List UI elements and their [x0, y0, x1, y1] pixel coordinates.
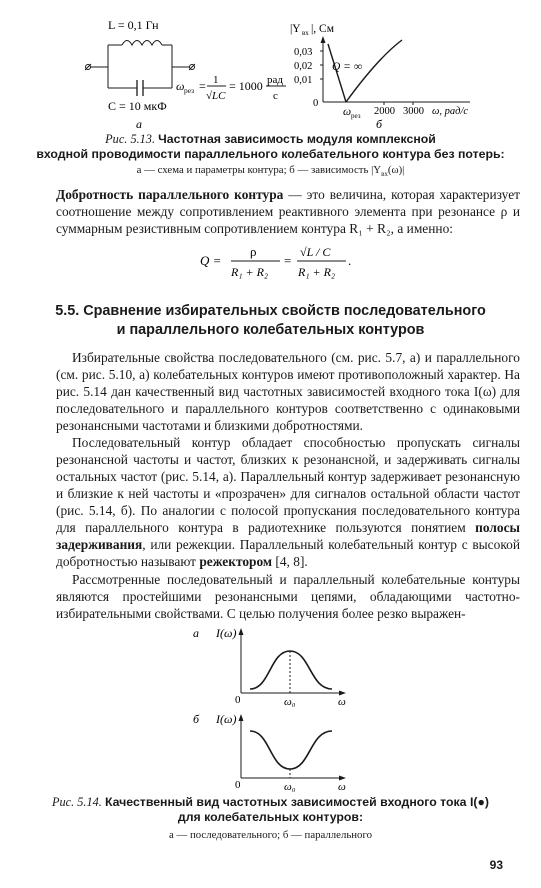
- w0-b: ω₀: [284, 781, 296, 793]
- formula-den: √LC: [206, 90, 226, 102]
- y-arrow-b: [239, 714, 244, 721]
- ytick: 0,02: [294, 61, 313, 72]
- caption-title-line-1: Частотная зависимость модуля комплексной: [158, 132, 436, 146]
- paragraph-selectivity: Избирательные свойства последовательного (см. рис. 5.7, а) и параллельного (см. рис. 5.10, а) колебательных контуров имеют противоположный характер. На рис. 5.14 дан качественный вид частотных зависимостей входного тока I(ω) для последовательного и параллельного контуров соответственно с одинаковыми резонансными частотами и близкими добротностями.: [56, 350, 520, 433]
- term-rejector: режектором: [199, 554, 273, 569]
- panel-label-b: б: [193, 712, 200, 726]
- annotation-q-infinity: Q = ∞: [332, 61, 363, 73]
- zero-a: 0: [235, 694, 241, 706]
- x-arrow-b: [339, 776, 346, 781]
- panel-label-a: а: [136, 117, 142, 130]
- figure-5-13: [60, 18, 490, 130]
- section-heading: 5.5. Сравнение избирательных свойств последовательного и параллельного колебательных контуров: [55, 303, 486, 338]
- formula-unit-den: с: [273, 90, 278, 102]
- formula-omega: ω: [176, 79, 185, 93]
- capacitor-label: C = 10 мкФ: [108, 99, 167, 113]
- xtick: 2000: [374, 106, 395, 117]
- term-q-parallel: Добротность параллельного контура: [56, 187, 284, 202]
- formula-rho: ρ: [250, 244, 257, 259]
- x-arrow-a: [339, 691, 346, 696]
- xlabel-omega-res-sub: рез: [351, 112, 361, 120]
- figure-5-14: [190, 623, 360, 819]
- ytick-zero: 0: [313, 98, 319, 109]
- paragraph-series-vs-parallel: Последовательный контур обладает способностью пропускать сигналы резонансной частоты и частот, близких к резонансной, и задерживать сигналы остальных частот (рис. 5.14, а). Параллельный контур задерживает резонансную и близкие к ней частоты и «прозрачен» для сигналов остальной области частот (рис. 5.14, б). По аналогии с полосой пропускания последовательного контура для параллельного контура в радиотехнике пользуются понятием полосы задерживания, или режекции. Параллельный колебательный контур с высокой добротностью называют режектором [4, 8].: [56, 435, 520, 569]
- w0-a: ω₀: [284, 696, 296, 708]
- formula-sqrt: √L / C: [300, 245, 331, 259]
- formula-unit-num: рад: [267, 74, 283, 86]
- formula-value: = 1000: [229, 79, 263, 93]
- formula-num: 1: [213, 74, 219, 86]
- ytick: 0,03: [294, 47, 313, 58]
- term-stopband: полосы задерживания: [56, 520, 520, 552]
- formula-eq: =: [284, 253, 292, 268]
- xtick: 3000: [403, 106, 424, 117]
- paragraph-q-definition: Добротность параллельного контура — это величина, которая характеризует соотношение между сопротивлением реактивного элемента при резонансе ρ и суммарным резистивным сопротивлением контура R₁ + R₂, а именно:: [56, 187, 520, 236]
- ylabel-b: I(ω): [216, 712, 237, 726]
- x-label-a: ω: [338, 696, 346, 708]
- figure-5-13-caption: [0, 132, 541, 162]
- y-arrow-a: [239, 628, 244, 635]
- formula-q: [200, 240, 360, 282]
- formula-omega-sub: рез: [184, 86, 195, 95]
- formula-q-lhs: Q =: [200, 253, 222, 268]
- paragraph-conclusion: Рассмотренные последовательный и параллельный колебательные контуры являются простейшими резонансными цепями, обладающими частотно-избирательными свойствами. С целью получения более резко выражен-: [56, 572, 520, 621]
- curve-series: [250, 651, 332, 689]
- inductor-label: L = 0,1 Гн: [108, 18, 159, 32]
- caption-title-line-1: Качественный вид частотных зависимостей входного тока I(●): [104, 795, 489, 809]
- page-number: 93: [489, 858, 503, 872]
- formula-eq: =: [199, 79, 206, 93]
- graph-xlabel: ω, рад/с: [432, 106, 469, 117]
- caption-title-line-2: входной проводимости параллельного колебательного контура без потерь:: [36, 147, 505, 161]
- ytick: 0,01: [294, 75, 313, 86]
- zero-b: 0: [235, 779, 241, 791]
- xlabel-omega-res: ω: [343, 106, 352, 118]
- x-label-b: ω: [338, 781, 346, 793]
- panel-label-b: б: [376, 117, 383, 130]
- curve-parallel: [250, 731, 332, 769]
- figure-5-14-subcaption: а — последовательного; б — параллельного: [168, 829, 373, 841]
- figure-5-13-subcaption: а — схема и параметры контура; б — зависимость $|Y_{вх}(\omega)|$: [136, 164, 405, 179]
- formula-period: .: [348, 253, 352, 268]
- graph-ylabel-end: |, См: [311, 23, 334, 35]
- formula-den-2: R₁ + R₂: [298, 265, 336, 279]
- formula-den-1: R₁ + R₂: [231, 265, 269, 279]
- caption-title-line-2: для колебательных контуров:: [177, 810, 364, 824]
- y-axis-arrow: [321, 36, 326, 43]
- graph-ylabel: |Y: [290, 23, 301, 35]
- graph-ylabel-sub: вх: [302, 29, 309, 37]
- caption-label: Рис. 5.14.: [52, 795, 102, 809]
- admittance-curve-left: [328, 44, 346, 102]
- caption-label: Рис. 5.13.: [105, 132, 156, 146]
- figure-5-14-caption: [0, 795, 541, 825]
- panel-label-a: а: [193, 626, 199, 640]
- inductor-symbol: [122, 41, 162, 46]
- ylabel-a: I(ω): [216, 626, 237, 640]
